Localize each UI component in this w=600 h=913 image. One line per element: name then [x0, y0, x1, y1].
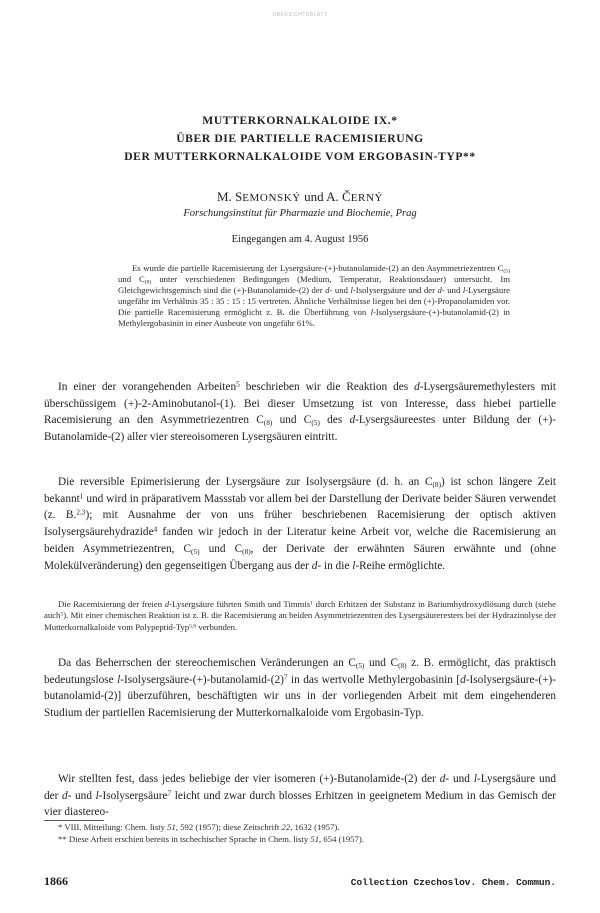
footnotes: [58, 822, 558, 845]
article-title: [0, 112, 600, 166]
authors: M. SEMONSKÝ und A. ČERNÝ: [216, 189, 384, 204]
header-mark: ÜBERSICHTSBLATT: [272, 12, 328, 18]
body-paragraph-2: Die reversible Epimerisierung der Lysergsäure zur Isolysergsäure (d. h. an $C_{(8)}$) ist schon längere Zeit bekannt$^1$ und wird in präparativem Massstab vor allem bei der Darstellung der Derivate beider Säuren verwendet (z. B.$^{2,3}$); mit Ausnahme der von uns früher beschriebenen Racemisierung der optisch aktiven Isolysergsäurehydrazide$^4$ fanden wir jedoch in der Literatur keine Arbeit vor, welche die Racemisierung an beiden Asymmetriezentren, $C_{(5)}$ und $C_{(8)}$, der Derivate der erwähnten Säuren erwähnte und (ohne Molekülveränderung) den gegenseitigen Übergang aus der d- in die l-Reihe ermöglichte.: [44, 476, 556, 572]
institute: Forschungsinstitut für Pharmazie und Biochemie, Prag: [183, 208, 417, 219]
small-print-note: Die Racemisierung der freien d-Lysergsäure führten Smith und Timmis$^1$ durch Erhitzen der Substanz in Bariumhydroxydlösung durch (siehe auch$^5$). Mit einer chemischen Reaktion ist z. B. die Racemisierung an beiden Asymmetriezentren des Lysergsäureresters bei der Hydrazinolyse der Mutterkornalkaloide vom Polypeptid-Typ$^{5,6}$ verbunden.: [44, 599, 556, 632]
page-number: 1866: [44, 874, 68, 888]
body-paragraph-3: Da das Beherrschen der stereochemischen Veränderungen an $C_{(5)}$ und $C_{(8)}$ z. B. ermöglicht, das praktisch bedeutungslose $l-Isolysergsäure-(+)-butanolamid-(2)^7$ in das wertvolle Methylergobasinin [d-Isolysergsäure-(+)-butanolamid-(2)] überzuführen, beschäftigten wir uns in der vorliegenden Arbeit mit dem eingehenderen Studium der partiellen Racemisierung der Mutterkornalkaloide vom Ergobasin-Typ.: [44, 657, 556, 720]
body-paragraph-4: Wir stellten fest, dass jedes beliebige der vier isomeren (+)-Butanolamide-(2) der d- und l-Lysergsäure und der d- und l-Isolysergsäure$^7$ leicht und zwar durch blosses Erhitzen in geeignetem Medium in das Gemisch der vier diastereo-: [44, 773, 557, 819]
body-paragraph-1: In einer der vorangehenden Arbeiten$^5$ beschrieben wir die Reaktion des d-Lysergsäuremethylesters mit überschüssigem (+)-2-Aminobutanol-(1). Bei dieser Umsetzung ist von Interesse, dass hiebei partielle Racemisierung an den Asymmetriezentren $C_{(8)}$ und $C_{(5)}$ des d-Lysergsäureestes unter Bildung der (+)-Butanolamide-(2) aller vier stereoisomeren Lysergsäuren eintritt.: [44, 379, 556, 444]
author-2: A. ČERNÝ: [326, 189, 384, 204]
author-1: M. SEMONSKÝ: [216, 189, 301, 204]
footnote-1: * VIII. Mitteilung: Chem. listy 51, 592 (1957); diese Zeitschrift 22, 1632 (1957).: [58, 822, 340, 832]
received-date: Eingegangen am 4. August 1956: [231, 234, 369, 245]
abstract: Es wurde die partielle Racemisierung der Lysergsäure-(+)-butanolamide-(2) an den Asymmetriezentren $C_{(5)}$ und $C_{(8)}$ unter verschiedenen Bedingungen (Medium, Temperatur, Reaktionsdauer) untersucht. Im Gleichgewichtsgemisch sind die (+)-Butanolamide-(2) der d- und l-Isolysergsäure und der d- und l-Lysergsäure ungefähr im Verhältnis 35 : 35 : 15 : 15 vertreten. Ähnliche Verhältnisse liegen bei den (+)-Propanolamiden vor. Die partielle Racemisierung ermöglicht z. B. die Überführung von l-Isolysergsäure-(+)-butanolamid-(2) in Methylergobasinin in einer Ausbeute von ungefähr 61%.: [118, 263, 510, 329]
title-line-3: DER MUTTERKORNALKALOIDE VOM ERGOBASIN-TYP**: [124, 150, 476, 163]
footnote-divider: [44, 820, 104, 821]
journal-name: Collection Czechoslov. Chem. Commun.: [350, 877, 556, 888]
footnote-2: ** Diese Arbeit erschien bereits in tschechischer Sprache in Chem. listy 51, 654 (1957).: [58, 833, 364, 844]
title-line-2: ÜBER DIE PARTIELLE RACEMISIERUNG: [176, 132, 424, 145]
title-line-1: MUTTERKORNALKALOIDE IX.*: [202, 114, 398, 127]
